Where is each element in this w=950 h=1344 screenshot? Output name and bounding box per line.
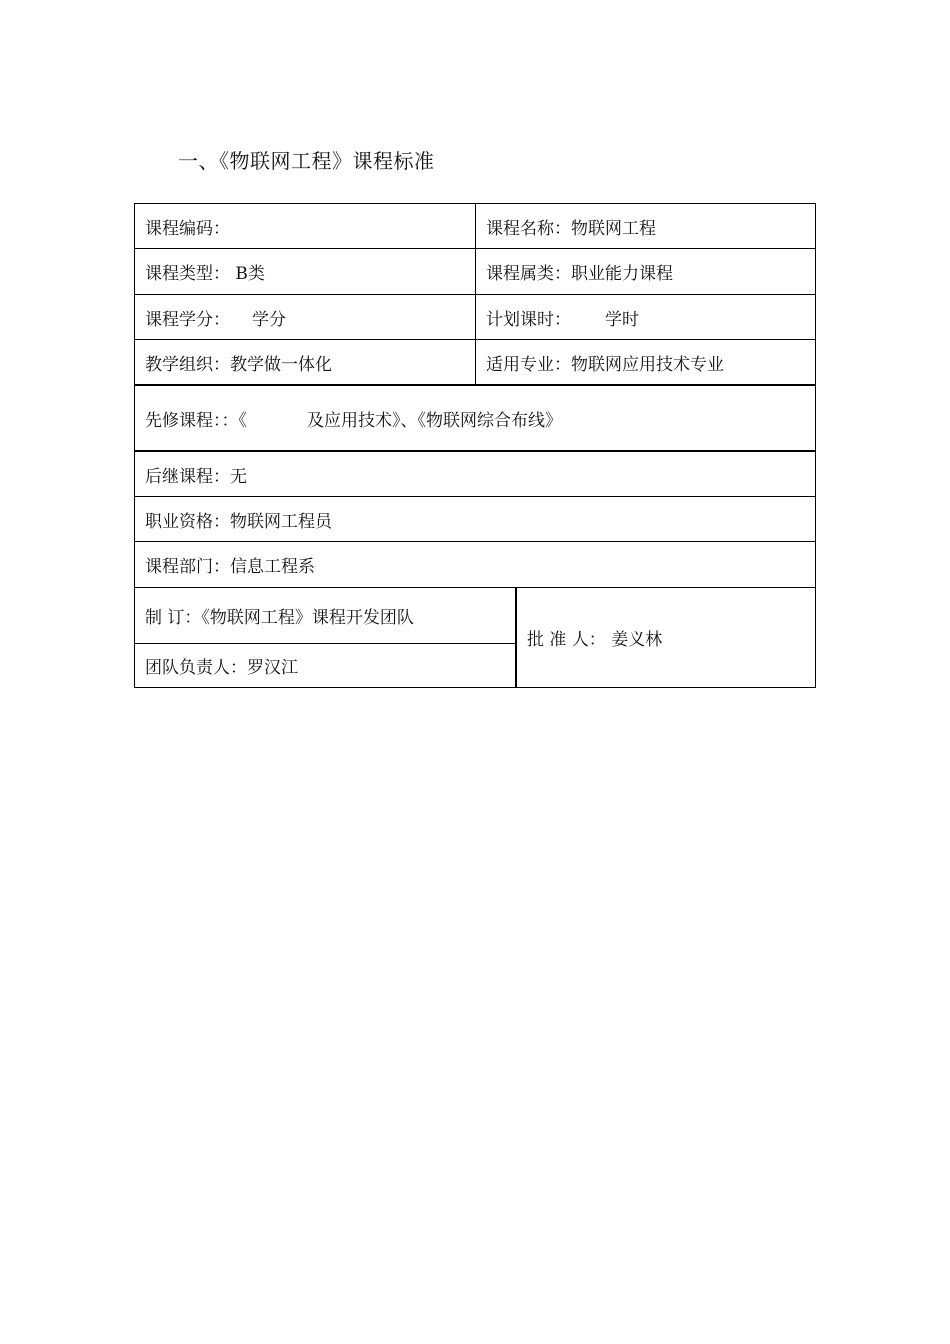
credits-label: 课程学分： (145, 309, 230, 330)
prerequisite-prefix: 先修课程：：《 (145, 411, 247, 431)
hours-label: 计划课时： (486, 309, 571, 330)
table-row (135, 340, 815, 386)
hours-unit: 学时 (605, 309, 639, 330)
teaching-org-cell: 教学组织：教学做一体化 (135, 340, 476, 384)
table-row (135, 497, 815, 542)
approved-by-cell: 批 准 人： 姜义林 (527, 630, 663, 650)
prerequisite-rest: 及应用技术》、《物联网综合布线》 (307, 411, 562, 431)
course-code-cell: 课程编码： (135, 204, 476, 248)
major-cell: 适用专业：物联网应用技术专业 (486, 354, 724, 375)
credits-unit: 学分 (252, 309, 286, 330)
hours-cell (476, 295, 815, 339)
team-lead-cell: 团队负责人：罗汉江 (135, 644, 517, 687)
qualification-cell: 职业资格：物联网工程员 (145, 511, 332, 532)
course-info-table (134, 203, 816, 688)
table-row (135, 204, 815, 249)
table-row (135, 452, 815, 497)
course-category-cell: 课程属类：职业能力课程 (486, 264, 673, 284)
table-row (135, 295, 815, 340)
drafted-by-cell: 制 订：《物联网工程》课程开发团队 (135, 588, 517, 644)
signature-block (135, 588, 815, 687)
credits-cell (135, 295, 476, 339)
course-name-cell: 课程名称：物联网工程 (486, 218, 656, 239)
document-title: 一、《物联网工程》课程标准 (178, 149, 435, 173)
table-row (135, 386, 815, 452)
prerequisite-cell (135, 386, 815, 450)
course-type-cell: 课程类型： B类 (135, 249, 476, 294)
followup-cell: 后继课程：无 (145, 466, 247, 487)
table-row (135, 542, 815, 588)
table-row (135, 249, 815, 295)
department-cell: 课程部门：信息工程系 (145, 557, 315, 577)
